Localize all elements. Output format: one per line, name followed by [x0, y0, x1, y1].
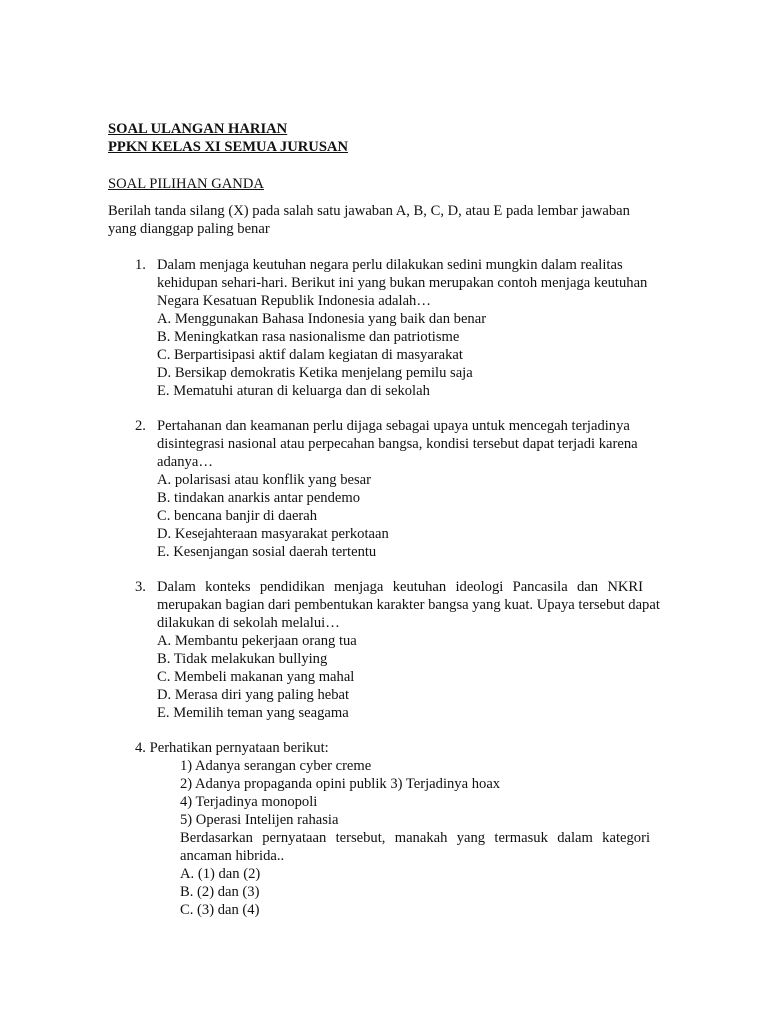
question-2-option-a: A. polarisasi atau konflik yang besar [157, 472, 371, 488]
question-1-number: 1. [135, 257, 146, 273]
instructions-line-1: Berilah tanda silang (X) pada salah satu jawaban A, B, C, D, atau E pada lembar jawaban [108, 203, 630, 219]
section-heading: SOAL PILIHAN GANDA [108, 176, 264, 192]
question-1-option-e: E. Mematuhi aturan di keluarga dan di sekolah [157, 383, 430, 399]
question-4-question-line: Berdasarkan pernyataan tersebut, manakah yang termasuk dalam kategori [180, 830, 650, 846]
question-3-option-b: B. Tidak melakukan bullying [157, 651, 328, 667]
question-4-statement: 5) Operasi Intelijen rahasia [180, 812, 339, 828]
question-3-number: 3. [135, 579, 146, 595]
question-4-statement: 4) Terjadinya monopoli [180, 794, 318, 810]
question-2-option-e: E. Kesenjangan sosial daerah tertentu [157, 544, 377, 560]
question-4-option-b: B. (2) dan (3) [180, 884, 260, 900]
question-2-option-c: C. bencana banjir di daerah [157, 508, 318, 524]
question-3-option-e: E. Memilih teman yang seagama [157, 705, 349, 721]
question-1-line: kehidupan sehari-hari. Berikut ini yang bukan merupakan contoh menjaga keutuhan [157, 275, 648, 291]
question-4-statement: 2) Adanya propaganda opini publik 3) Terjadinya hoax [180, 776, 501, 792]
question-1-line: Negara Kesatuan Republik Indonesia adalah… [157, 293, 431, 309]
question-1-option-b: B. Meningkatkan rasa nasionalisme dan patriotisme [157, 329, 460, 345]
question-2-line: Pertahanan dan keamanan perlu dijaga sebagai upaya untuk mencegah terjadinya [157, 418, 630, 434]
question-3-line: dilakukan di sekolah melalui… [157, 615, 340, 631]
question-4-option-c: C. (3) dan (4) [180, 902, 260, 918]
question-1-option-c: C. Berpartisipasi aktif dalam kegiatan di masyarakat [157, 347, 463, 363]
question-1-option-a: A. Menggunakan Bahasa Indonesia yang baik dan benar [157, 311, 487, 327]
question-1-option-d: D. Bersikap demokratis Ketika menjelang pemilu saja [157, 365, 473, 381]
question-3-option-c: C. Membeli makanan yang mahal [157, 669, 355, 685]
question-4-option-a: A. (1) dan (2) [180, 866, 261, 882]
question-4-stem: 4. Perhatikan pernyataan berikut: [135, 740, 329, 756]
question-4-statement: 1) Adanya serangan cyber creme [180, 758, 372, 774]
question-1-line: Dalam menjaga keutuhan negara perlu dilakukan sedini mungkin dalam realitas [157, 257, 623, 273]
title-line-2: PPKN KELAS XI SEMUA JURUSAN [108, 139, 349, 155]
question-3-option-a: A. Membantu pekerjaan orang tua [157, 633, 357, 649]
question-3-line: merupakan bagian dari pembentukan karakter bangsa yang kuat. Upaya tersebut dapat [157, 597, 660, 613]
question-2-option-d: D. Kesejahteraan masyarakat perkotaan [157, 526, 389, 542]
question-2-number: 2. [135, 418, 146, 434]
instructions-line-2: yang dianggap paling benar [108, 221, 270, 237]
title-line-1: SOAL ULANGAN HARIAN [108, 121, 288, 137]
question-2-line: adanya… [157, 454, 213, 470]
question-3-option-d: D. Merasa diri yang paling hebat [157, 687, 350, 703]
question-4-question-line: ancaman hibrida.. [180, 848, 285, 864]
question-3-line: Dalam konteks pendidikan menjaga keutuhan ideologi Pancasila dan NKRI [157, 579, 643, 595]
question-2-line: disintegrasi nasional atau perpecahan bangsa, kondisi tersebut dapat terjadi karena [157, 436, 638, 452]
question-2-option-b: B. tindakan anarkis antar pendemo [157, 490, 361, 506]
